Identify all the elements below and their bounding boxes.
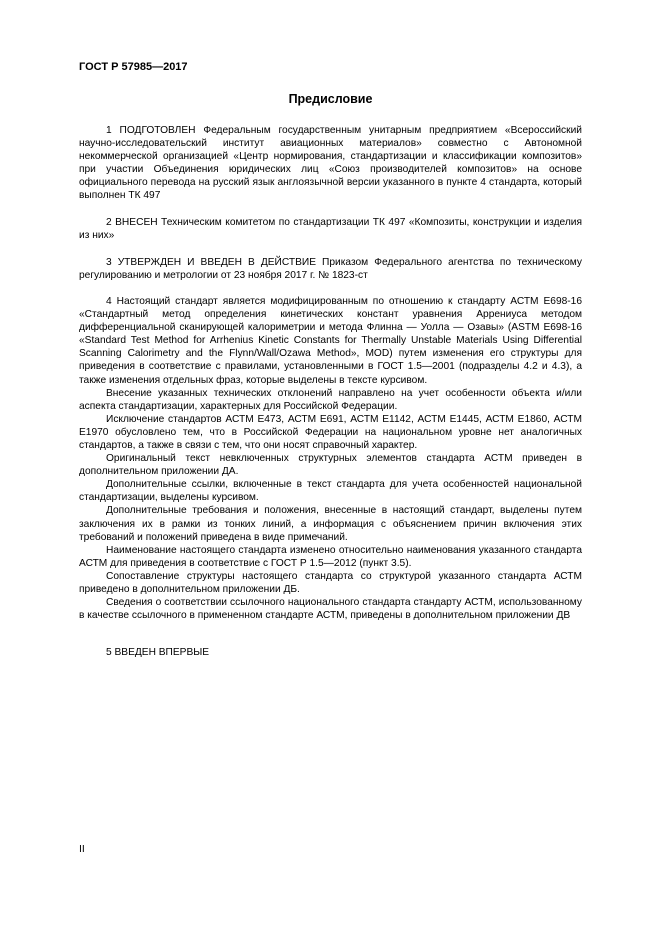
page-number: II [79,843,85,855]
paragraph-additional-references: Дополнительные ссылки, включенные в текст стандарта для учета особенностей национальной стандартизации, выделены курсивом. [79,479,582,504]
document-id-header: ГОСТ Р 57985—2017 [79,61,188,73]
page-title: Предисловие [288,92,373,106]
paragraph-approved: 3 УТВЕРЖДЕН И ВВЕДЕН В ДЕЙСТВИЕ Приказом Федерального агентства по техническому регулированию и метрологии от 23 ноября 2017 г. № 1823-ст [79,256,582,281]
paragraph-deviations: Внесение указанных технических отклонений направлено на учет особенности объекта и/или аспекта стандартизации, характерных для Российской Федерации. [79,387,582,412]
paragraph-structure-comparison: Сопоставление структуры настоящего стандарта со структурой указанного стандарта АСТМ приведено в дополнительном приложении ДБ. [79,570,582,595]
paragraph-additional-requirements: Дополнительные требования и положения, внесенные в настоящий стандарт, выделены путем заключения их в рамки из тонких линий, а информация с объяснением причин включения этих требований и положений приведена в виде примечаний. [79,505,582,543]
paragraph-introduced-by: 2 ВНЕСЕН Техническим комитетом по стандартизации ТК 497 «Композиты, конструкции и изделия из них» [79,216,582,241]
paragraph-excluded-standards: Исключение стандартов АСТМ Е473, АСТМ Е691, АСТМ Е1142, АСТМ Е1445, АСТМ Е1860, АСТМ Е1970 обусловлено тем, что в Российской Федерации на национальном уровне нет аналогичных стандартов, а также в связи с тем, что они носят справочный характер. [79,413,582,451]
paragraph-prepared-by: 1 ПОДГОТОВЛЕН Федеральным государственным унитарным предприятием «Всероссийский научно-исследовательский институт авиационных материалов» совместно с Автономной некоммерческой организацией «Центр нормирования, стандартизации и классификации композитов» при участии Объединения юридических лиц «Союз производителей композитов» на основе официального перевода на русский язык англоязычной версии указанного в пункте 4 стандарта, который выполнен ТК 497 [79,125,582,202]
paragraph-original-text: Оригинальный текст невключенных структурных элементов стандарта АСТМ приведен в дополнительном приложении ДА. [79,453,582,478]
foreword-body [79,124,582,659]
paragraph-modification: 4 Настоящий стандарт является модифицированным по отношению к стандарту АСТМ Е698-16 «Стандартный метод определения кинетических констант уравнения Аррениуса методом дифференциальной сканирующей калориметрии и метода Флинна — Уолла — Озавы» (ASTM E698-16 «Standard Test Method for Arrhenius Kinetic Constants for Thermally Unstable Materials Using Differential Scanning Calorimetry and the Flynn/Wall/Ozawa Method», MOD) путем изменения его структуры для приведения в соответствие с правилами, установленными в ГОСТ 1.5—2001 (подразделы 4.2 и 4.3), а также изменения отдельных фраз, которые выделены в тексте курсивом. [79,295,582,386]
paragraph-title-change: Наименование настоящего стандарта изменено относительно наименования указанного стандарта АСТМ для приведения в соответствие с ГОСТ Р 1.5—2012 (пункт 3.5). [79,544,582,569]
paragraph-reference-correspondence: Сведения о соответствии ссылочного национального стандарта стандарту АСТМ, использованному в качестве ссылочного в примененном стандарте АСТМ, приведены в дополнительном приложении ДВ [79,597,582,622]
paragraph-introduced-first: 5 ВВЕДЕН ВПЕРВЫЕ [106,647,210,659]
